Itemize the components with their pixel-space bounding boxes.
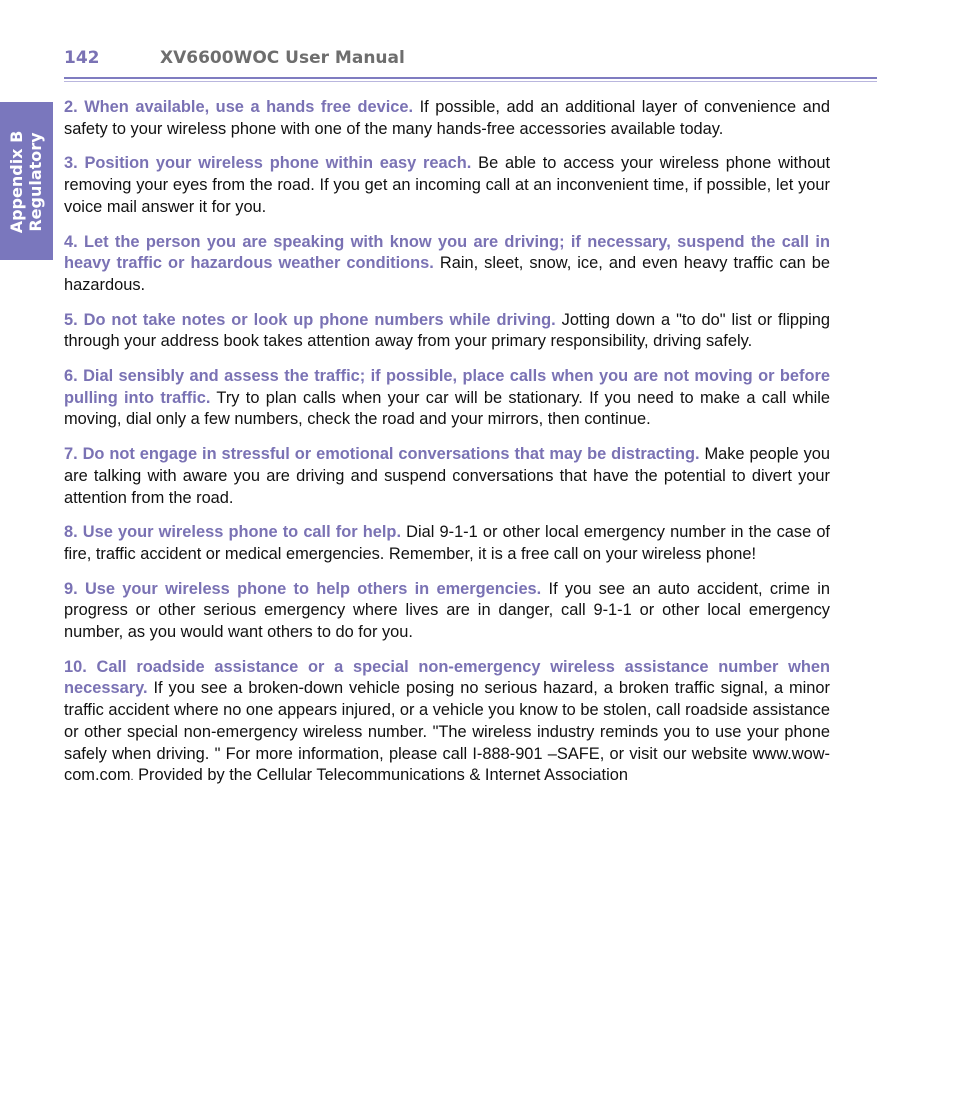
tip-body: Jotting down a "to do" list or flipping through your address book takes attention away from your primary responsibility, driving safely.	[64, 310, 830, 351]
tip-heading: 3. Position your wireless phone within easy reach.	[64, 154, 472, 173]
section-side-tab	[0, 102, 53, 260]
manual-title: XV6600WOC User Manual	[160, 48, 405, 68]
tip-heading: 9. Use your wireless phone to help others in emergencies.	[64, 579, 542, 598]
header-rule-thin	[64, 81, 877, 82]
tip-heading: 2. When available, use a hands free device.	[64, 98, 414, 116]
tip-body: If you see a broken-down vehicle posing no serious hazard, a broken traffic signal, a minor traffic accident where no one appears injured, or a vehicle you know to be stolen, call roadside assistance or other special non-emergency wireless number. "The wireless industry reminds you to use your phone safely when driving. " For more information, please call I-888-901 –SAFE, or visit our website www.wow-com.com	[64, 679, 830, 785]
tip-heading: 4. Let the person you are speaking with know you are driving; if necessary, suspend the call in heavy traffic or hazardous weather conditions.	[64, 232, 830, 273]
tip-body-period: .	[130, 771, 134, 784]
tip-body: Try to plan calls when your car will be stationary. If you need to make a call while moving, dial only a few numbers, check the road and your mirrors, then continue.	[64, 388, 830, 429]
side-tab-line-appendix: Appendix B	[7, 130, 26, 234]
safety-tip-9	[64, 579, 830, 644]
tip-body: Dial 9-1-1 or other local emergency number in the case of fire, traffic accident or medical emergencies. Remember, it is a free call on your wireless phone!	[64, 523, 830, 563]
tip-body: Make people you are talking with aware you are driving and suspend conversations that have the potential to divert your attention from the road.	[64, 445, 831, 507]
header-rule	[64, 77, 877, 79]
tip-heading: 5. Do not take notes or look up phone numbers while driving.	[64, 310, 556, 329]
tip-heading: 10. Call roadside assistance or a special non-emergency wireless assistance number when necessary.	[64, 657, 830, 698]
tip-body: If possible, add an additional layer of convenience and safety to your wireless phone with one of the many hands-free accessories available today.	[64, 98, 830, 138]
safety-tip-4	[64, 232, 830, 297]
safety-tip-8	[64, 522, 830, 565]
safety-tip-2	[64, 97, 830, 140]
tip-heading: 6. Dial sensibly and assess the traffic; if possible, place calls when you are not moving or before pulling into traffic.	[64, 367, 830, 407]
page-content	[64, 97, 830, 802]
tip-heading: 8. Use your wireless phone to call for help.	[64, 523, 402, 542]
safety-tip-3	[64, 153, 830, 218]
tip-body: Rain, sleet, snow, ice, and even heavy traffic can be hazardous.	[64, 254, 830, 294]
safety-tip-10	[64, 657, 830, 789]
side-tab-line-regulatory: Regulatory	[26, 132, 45, 232]
safety-tip-6	[64, 366, 830, 431]
section-side-label	[7, 103, 45, 261]
page-number: 142	[64, 48, 100, 68]
safety-tip-5	[64, 310, 830, 353]
tip-body-tail: Provided by the Cellular Telecommunications & Internet Association	[133, 766, 628, 785]
page-header	[64, 46, 878, 70]
safety-tip-7	[64, 444, 830, 509]
tip-heading: 7. Do not engage in stressful or emotional conversations that may be distracting.	[64, 445, 700, 464]
tip-body: If you see an auto accident, crime in progress or other serious emergency where lives are in danger, call 9-1-1 or other local emergency number, as you would want others to do for you.	[64, 579, 830, 642]
tip-body: Be able to access your wireless phone without removing your eyes from the road. If you get an incoming call at an inconvenient time, if possible, let your voice mail answer it for you.	[64, 154, 830, 216]
